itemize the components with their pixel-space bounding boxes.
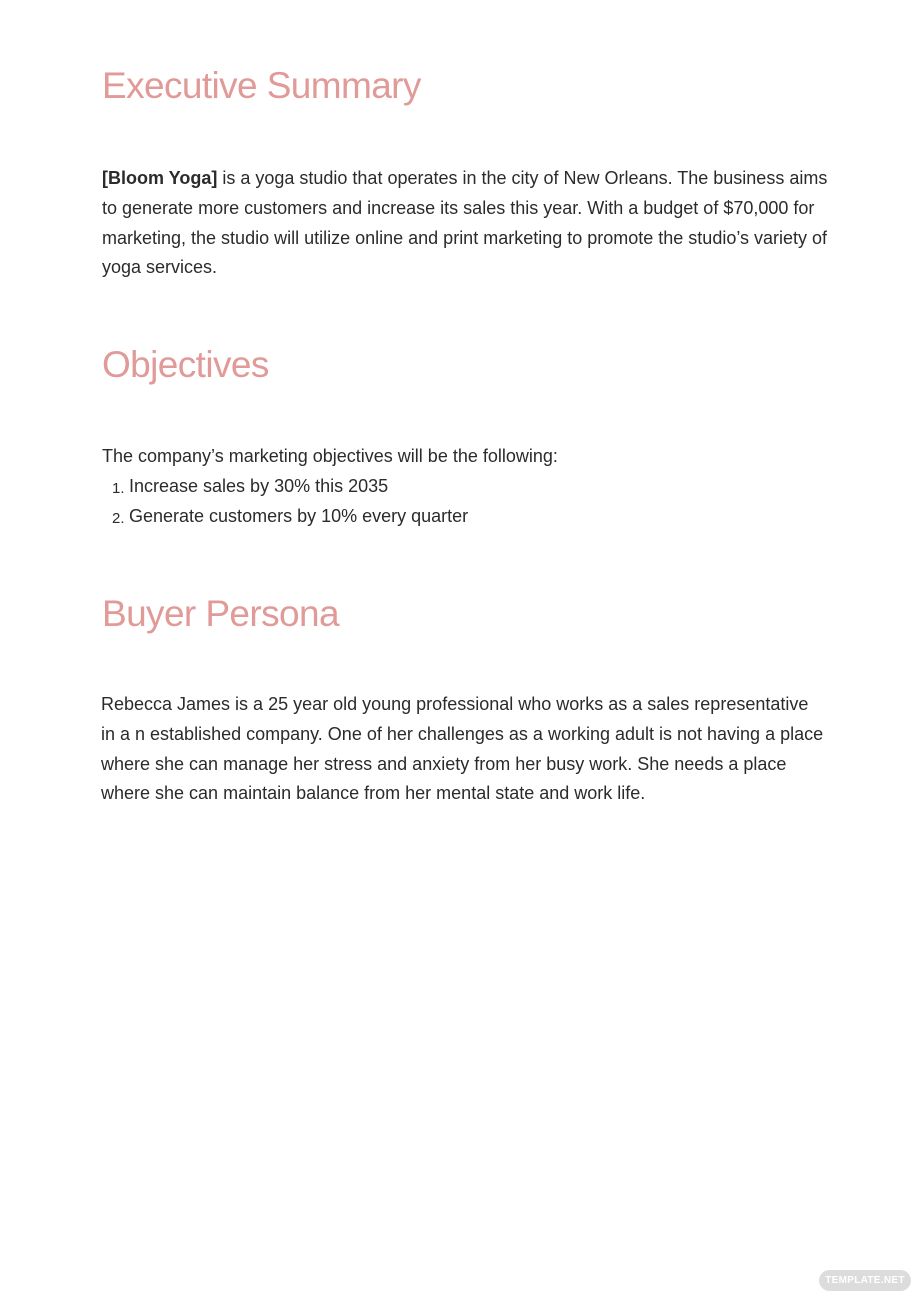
- objectives-intro: The company’s marketing objectives will be the following:: [102, 446, 558, 466]
- objectives-heading: Objectives: [102, 344, 269, 385]
- executive-summary-paragraph: [102, 164, 842, 283]
- buyer-persona-heading: Buyer Persona: [102, 593, 339, 634]
- executive-summary-heading: Executive Summary: [102, 65, 421, 106]
- list-item-text: Generate customers by 10% every quarter: [129, 505, 469, 526]
- objectives-list: [102, 472, 468, 532]
- list-item-number: 2.: [112, 509, 125, 527]
- template-net-watermark: TEMPLATE.NET: [819, 1270, 911, 1291]
- list-item: [102, 472, 468, 502]
- buyer-persona-paragraph: Rebecca James is a 25 year old young professional who works as a sales representative in a n established company. One of her challenges as a working adult is not having a place where she can manage her stress and anxiety from her busy work. She needs a place where she can maintain balance from her mental state and work life.: [101, 694, 824, 804]
- business-name: [Bloom Yoga]: [102, 168, 218, 188]
- executive-summary-body: is a yoga studio that operates in the city of New Orleans. The business aims to generate more customers and increase its sales this year. With a budget of $70,000 for marketing, the studio will utilize online and print marketing to promote the studio’s variety of yoga services.: [102, 168, 828, 278]
- list-item-number: 1.: [112, 480, 125, 497]
- list-item-text: Increase sales by 30% this 2035: [129, 476, 389, 496]
- list-item: [102, 502, 468, 532]
